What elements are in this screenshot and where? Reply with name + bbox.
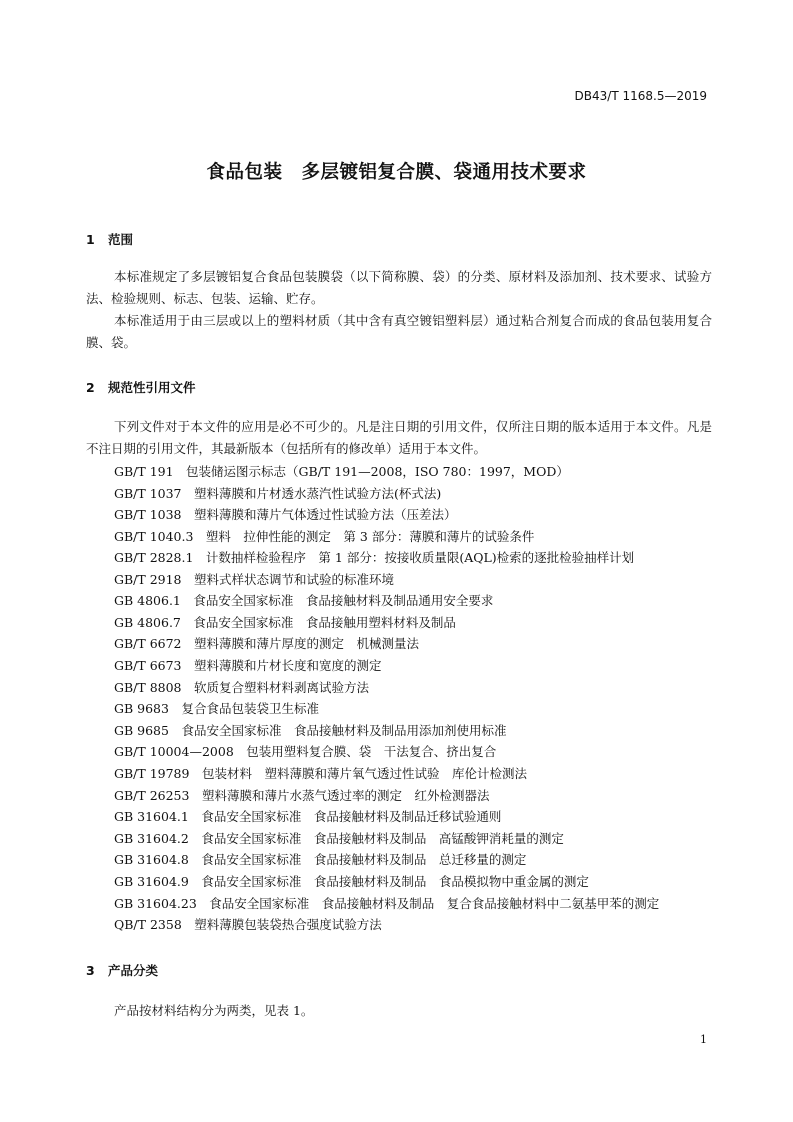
reference-item: GB/T 1040.3 塑料 拉伸性能的测定 第 3 部分：薄膜和薄片的试验条件 xyxy=(114,529,535,544)
reference-item: GB/T 6672 塑料薄膜和薄片厚度的测定 机械测量法 xyxy=(114,636,420,651)
classification-paragraph: 产品按材料结构分为两类，见表 1。 xyxy=(114,1003,314,1018)
reference-item: GB 4806.7 食品安全国家标准 食品接触用塑料材料及制品 xyxy=(114,615,456,630)
reference-item: GB 31604.23 食品安全国家标准 食品接触材料及制品 复合食品接触材料中二氨基甲苯的测定 xyxy=(114,896,660,911)
section-1-heading xyxy=(86,230,133,248)
section-number: 1 xyxy=(86,232,95,247)
reference-item: GB/T 8808 软质复合塑料材料剥离试验方法 xyxy=(114,680,370,695)
section-title: 产品分类 xyxy=(108,963,159,978)
reference-item: GB 31604.9 食品安全国家标准 食品接触材料及制品 食品模拟物中重金属的测定 xyxy=(114,874,589,889)
reference-item: QB/T 2358 塑料薄膜包装袋热合强度试验方法 xyxy=(114,917,382,932)
reference-item: GB/T 1037 塑料薄膜和片材透水蒸汽性试验方法(杯式法) xyxy=(114,486,442,501)
section-number: 2 xyxy=(86,380,95,395)
reference-item: GB/T 2828.1 计数抽样检验程序 第 1 部分：按接收质量限(AQL)检索的逐批检验抽样计划 xyxy=(114,550,635,565)
reference-item: GB 31604.8 食品安全国家标准 食品接触材料及制品 总迁移量的测定 xyxy=(114,852,527,867)
references-intro: 下列文件对于本文件的应用是必不可少的。凡是注日期的引用文件，仅所注日期的版本适用于本文件。凡是不注日期的引用文件，其最新版本（包括所有的修改单）适用于本文件。 xyxy=(86,419,712,456)
scope-paragraph-1: 本标准规定了多层镀铝复合食品包装膜袋（以下简称膜、袋）的分类、原材料及添加剂、技术要求、试验方法、检验规则、标志、包装、运输、贮存。 xyxy=(86,269,712,306)
scope-paragraph-2: 本标准适用于由三层或以上的塑料材质（其中含有真空镀铝塑料层）通过粘合剂复合而成的食品包装用复合膜、袋。 xyxy=(86,313,712,350)
standard-id: DB43/T 1168.5—2019 xyxy=(574,89,707,103)
reference-item: GB 9683 复合食品包装袋卫生标准 xyxy=(114,701,319,716)
reference-item: GB/T 191 包装储运图示标志（GB/T 191—2008，ISO 780：1997，MOD） xyxy=(114,464,569,479)
reference-item: GB 4806.1 食品安全国家标准 食品接触材料及制品通用安全要求 xyxy=(114,593,494,608)
section-title: 规范性引用文件 xyxy=(108,380,196,395)
reference-item: GB/T 1038 塑料薄膜和薄片气体透过性试验方法（压差法） xyxy=(114,507,457,522)
section-number: 3 xyxy=(86,963,95,978)
reference-item: GB/T 6673 塑料薄膜和片材长度和宽度的测定 xyxy=(114,658,382,673)
page-number: 1 xyxy=(700,1033,707,1046)
reference-item: GB 31604.1 食品安全国家标准 食品接触材料及制品迁移试验通则 xyxy=(114,809,502,824)
reference-item: GB/T 2918 塑料式样状态调节和试验的标准环境 xyxy=(114,572,395,587)
reference-item: GB/T 26253 塑料薄膜和薄片水蒸气透过率的测定 红外检测器法 xyxy=(114,788,490,803)
section-2-heading xyxy=(86,378,196,396)
reference-item: GB/T 19789 包装材料 塑料薄膜和薄片氧气透过性试验 库伦计检测法 xyxy=(114,766,527,781)
reference-item: GB 9685 食品安全国家标准 食品接触材料及制品用添加剂使用标准 xyxy=(114,723,507,738)
reference-item: GB/T 10004—2008 包装用塑料复合膜、袋 干法复合、挤出复合 xyxy=(114,744,497,759)
section-title: 范围 xyxy=(108,232,134,247)
reference-item: GB 31604.2 食品安全国家标准 食品接触材料及制品 高锰酸钾消耗量的测定 xyxy=(114,831,564,846)
section-3-heading xyxy=(86,961,158,979)
document-title: 食品包装 多层镀铝复合膜、袋通用技术要求 xyxy=(206,162,587,183)
